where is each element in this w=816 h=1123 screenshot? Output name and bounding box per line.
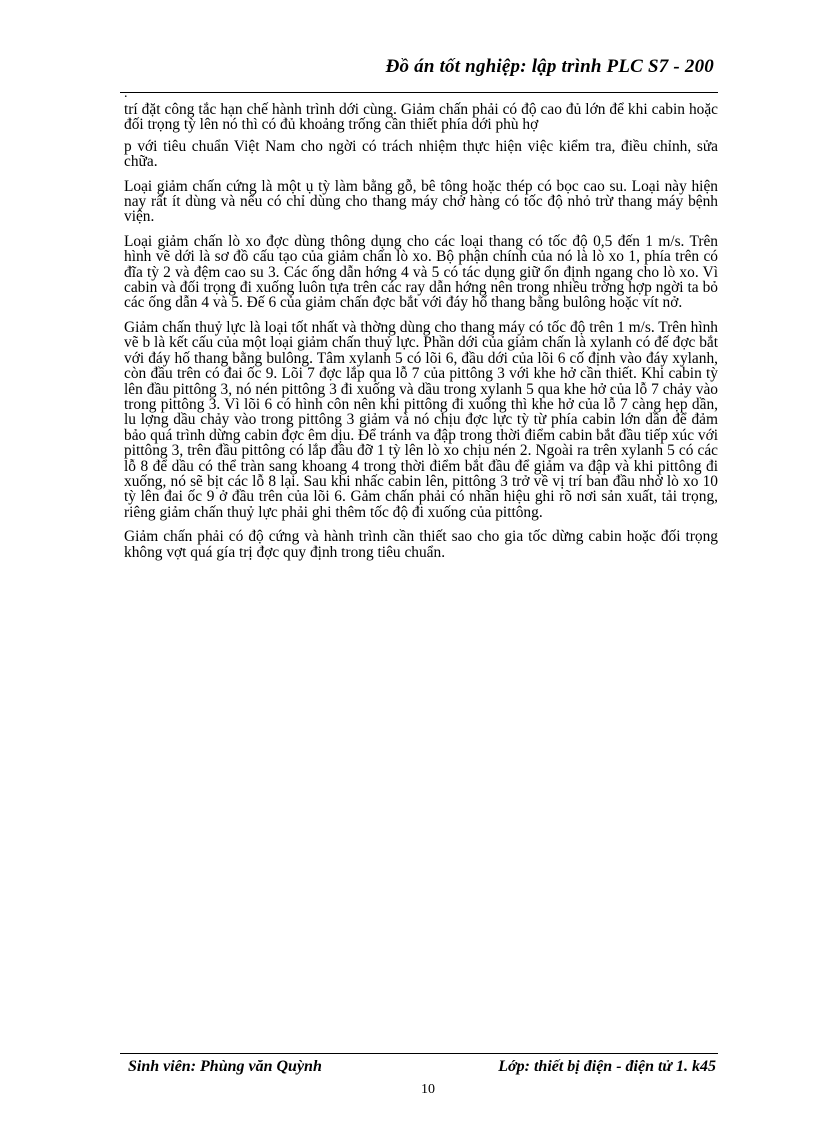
bullet-marker: . [124,86,128,101]
paragraph: p với tiêu chuẩn Việt Nam cho ngời có trách nhiệm thực hiện việc kiểm tra, điều chỉnh, sửa chữa. [124,137,718,171]
body-text [124,102,718,569]
footer-student: Sinh viên: Phùng văn Quỳnh [128,1058,322,1075]
page-header [120,52,718,93]
footer-class: Lớp: thiết bị điện - điện tử 1. k45 [498,1058,716,1075]
page-number: 10 [421,1082,435,1097]
header-title: Đồ án tốt nghiệp: lập trình PLC S7 - 200 [385,56,714,77]
paragraph: Giảm chấn phải có độ cứng và hành trình cần thiết sao cho gia tốc dừng cabin hoặc đối trọng không vợt quá gía trị đợc quy định trong tiêu chuẩn. [124,528,718,561]
paragraph: trí đặt công tắc hạn chế hành trình dới cùng. Giảm chấn phải có độ cao đủ lớn để khi cabin hoặc đối trọng tỳ lên nó thì có đủ khoảng trống cần thiết phía dới phù hợ [124,101,718,134]
paragraph: Giảm chấn thuỷ lực là loại tốt nhất và thờng dùng cho thang máy có tốc độ trên 1 m/s. Trên hình vẽ b là kết cấu của một loại giảm chấn thuỷ lực. Phần dới của giảm chấn là xylanh có đế đợc bắt với đáy hố thang bằng bulông. Tâm xylanh 5 có lõi 6, đầu dới của lõi 6 cố định vào đáy xylanh, còn đầu trên có đai ốc 9. Lõi 7 đợc lắp qua lỗ 7 của pittông 3 với khe hở cần thiết. Khi cabin tỳ lên đầu pittông 3, nó nén pittông 3 đi xuống và dầu trong xylanh 5 qua khe hở của lỗ 7 chảy vào trong pittông 3. Vì lõi 6 có hình côn nên khi pittông đi xuống thì khe hở của lỗ 7 càng hẹp dần, lu lợng dầu chảy vào trong pittông 3 giảm và nó chịu đợc lực tỳ từ phía cabin lớn dần để đảm bảo quá trình dừng cabin đợc êm dịu. Để tránh va đập trong thời điểm cabin bắt đầu tiếp xúc với pittông 3, trên đầu pittông có lắp đầu đỡ 1 tỳ lên lò xo chịu nén 2. Ngoài ra trên xylanh 5 có các lỗ 8 để dầu có thể tràn sang khoang 4 trong thời điểm bắt đầu để giảm va đập và khi pittông đi xuống, nó sẽ bịt các lỗ 8 lại. Sau khi nhấc cabin lên, pittông 3 trở về vị trí ban đầu nhờ lò xo 10 tỳ lên đai ốc 9 ở đầu trên của lõi 6. Gảm chấn phải có nhãn hiệu ghi rõ nơi sản xuất, tải trọng, riêng giảm chấn thuỷ lực phải ghi thêm tốc độ đi xuống của pittông. [124,318,718,521]
footer-rule [120,1053,718,1054]
paragraph: Loại giảm chấn lò xo đợc dùng thông dụng cho các loại thang có tốc độ 0,5 đến 1 m/s. Trên hình vẽ dới là sơ đồ cấu tạo của giảm chấn lò xo. Bộ phận chính của nó là lò xo 1, phía trên có đĩa tỳ 2 và đệm cao su 3. Các ống dẫn hớng 4 và 5 có tác dụng giữ ổn định ngang cho lò xo. Vì cabin và đối trọng đi xuống luôn tựa trên các ray dẫn hớng nên trong nhiều trờng hợp ngời ta bỏ các ống dẫn 4 và 5. Đế 6 của giảm chấn đợc bắt với đáy hố thang bằng bulông hoặc vít nở. [124,232,718,312]
paragraph: Loại giảm chấn cứng là một ụ tỳ làm bằng gỗ, bê tông hoặc thép có bọc cao su. Loại này hiện nay rất ít dùng và nếu có chỉ dùng cho thang máy chở hàng có tốc độ nhỏ trừ thang máy bệnh viện. [124,177,718,226]
